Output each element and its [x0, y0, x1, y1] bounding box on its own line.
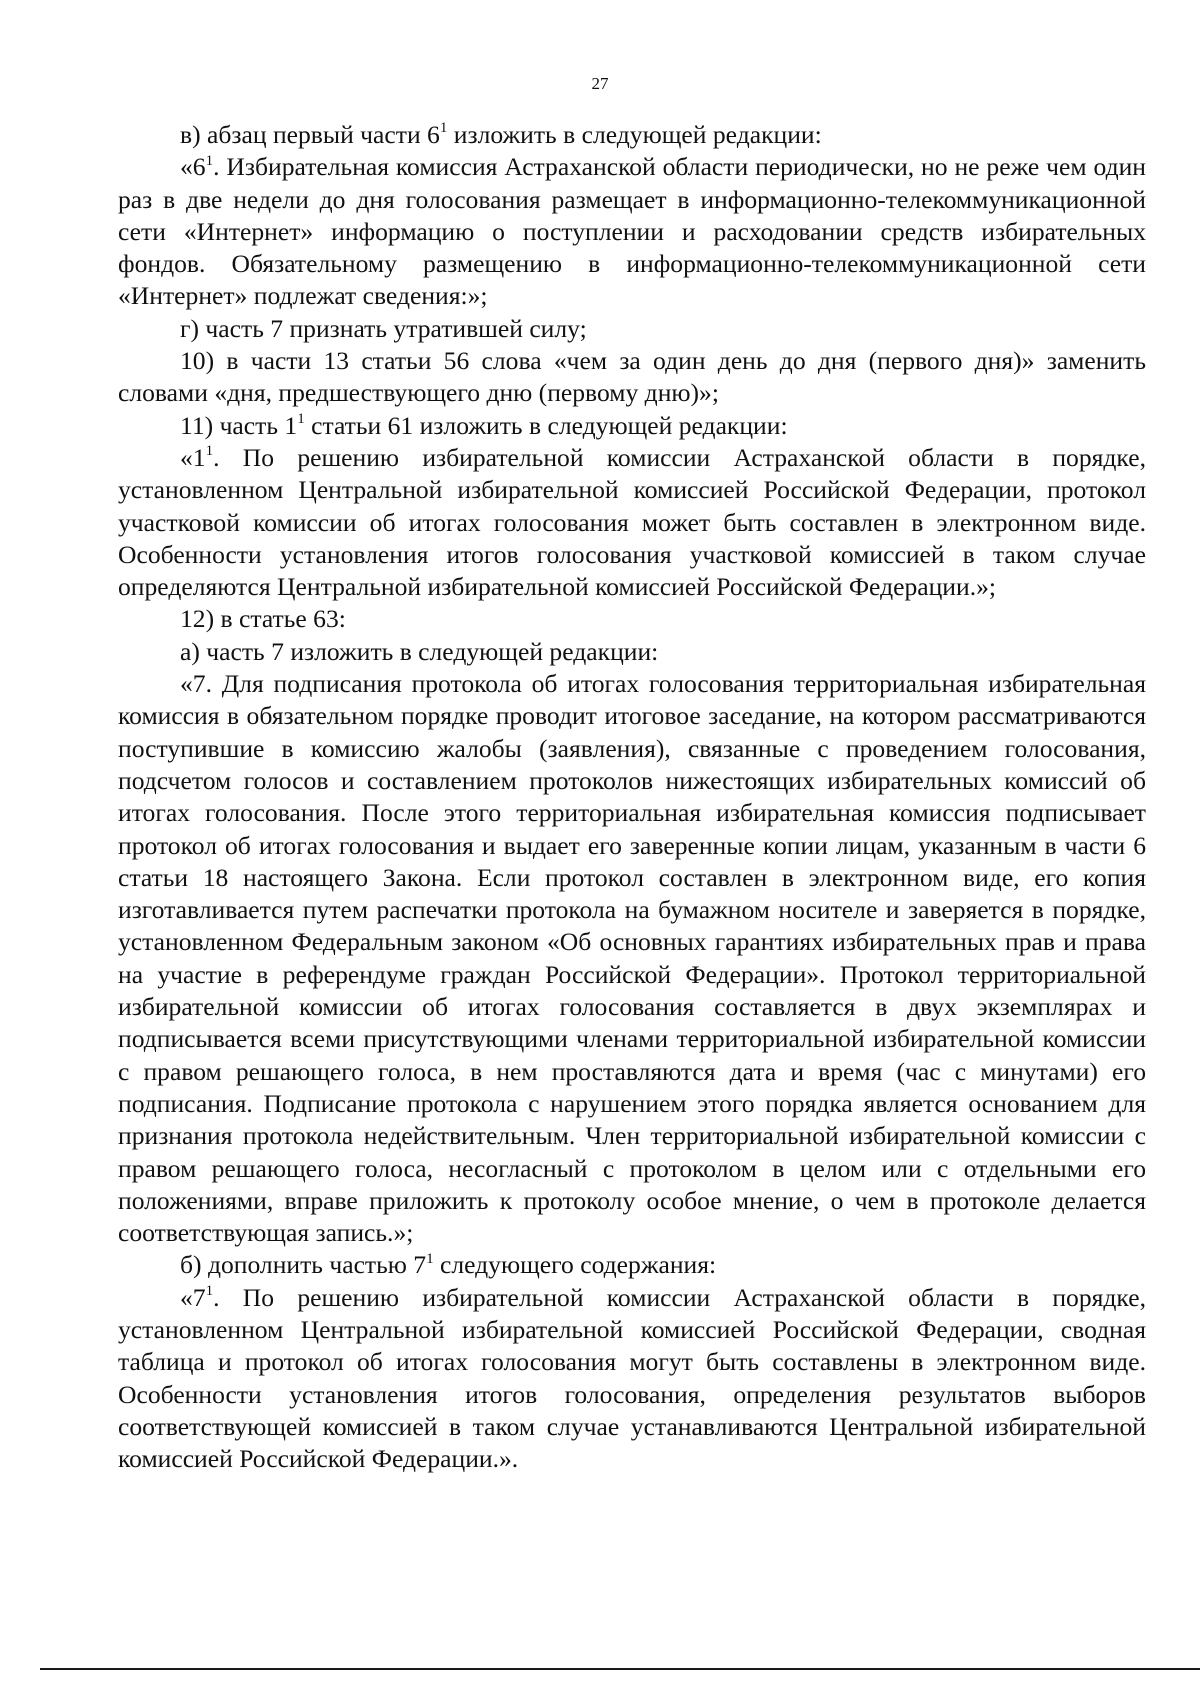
- paragraph-item-10: 10) в части 13 статьи 56 слова «чем за один день до дня (первого дня)» заменить словами «дня, предшествующего дню (первому дню)»;: [118, 346, 1146, 408]
- paragraph-a-chast-7: а) часть 7 изложить в следующей редакции:: [180, 636, 659, 666]
- paragraph-v-chast-6-1: в) абзац первый части $6^1$ изложить в следующей редакции:: [180, 120, 822, 149]
- paragraph-item-12: 12) в статье 63:: [180, 604, 346, 634]
- document-body: [118, 119, 1146, 1475]
- bottom-scan-line: [40, 1668, 1200, 1670]
- paragraph-quote-6-1: «$6^1$. Избирательная комиссия Астраханской области периодически, но не реже чем один раз в две недели до дня голосования размещает в информационно-телекоммуникационной сети «Интернет» информацию о поступлении и расходовании средств избирательных фондов. Обязательному размещению в информационно-телекоммуникационной сети «Интернет» подлежат сведения:»;: [118, 152, 1146, 311]
- page-number: 27: [591, 74, 609, 93]
- paragraph-b-chast-7-1: б) дополнить частью $7^1$ следующего содержания:: [180, 1250, 717, 1280]
- paragraph-quote-7: «7. Для подписания протокола об итогах голосования территориальная избирательная комиссия в обязательном порядке проводит итоговое заседание, на котором рассматриваются поступившие в комиссию жалобы (заявления), связанные с проведением голосования, подсчетом голосов и составлением протоколов нижестоящих избирательных комиссий об итогах голосования. После этого территориальная избирательная комиссия подписывает протокол об итогах голосования и выдает его заверенные копии лицам, указанным в части 6 статьи 18 настоящего Закона. Если протокол составлен в электронном виде, его копия изготавливается путем распечатки протокола на бумажном носителе и заверяется в порядке, установленном Федеральным законом «Об основных гарантиях избирательных прав и права на участие в референдуме граждан Российской Федерации». Протокол территориальной избирательной комиссии об итогах голосования составляется в двух экземплярах и подписывается всеми присутствующими членами территориальной избирательной комиссии с правом решающего голоса, в нем проставляются дата и время (час с минутами) его подписания. Подписание протокола с нарушением этого порядка является основанием для признания протокола недействительным. Член территориальной избирательной комиссии с правом решающего голоса, несогласный с протоколом в целом или с отдельными его положениями, вправе приложить к протоколу особое мнение, о чем в протоколе делается соответствующая запись.»;: [118, 669, 1146, 1248]
- paragraph-g-chast-7: г) часть 7 признать утратившей силу;: [180, 313, 587, 343]
- paragraph-quote-7-1: «$7^1$. По решению избирательной комиссии Астраханской области в порядке, установленном Центральной избирательной комиссией Российской Федерации, сводная таблица и протокол об итогах голосования могут быть составлены в электронном виде. Особенности установления итогов голосования, определения результатов выборов соответствующей комиссией в таком случае устанавливаются Центральной избирательной комиссией Российской Федерации.».: [118, 1282, 1146, 1474]
- paragraph-quote-1-1: «$1^1$. По решению избирательной комиссии Астраханской области в порядке, установленном Центральной избирательной комиссией Российской Федерации, протокол участковой комиссии об итогах голосования может быть составлен в электронном виде. Особенности установления итогов голосования участковой комиссией в таком случае определяются Центральной избирательной комиссией Российской Федерации.»;: [118, 442, 1146, 602]
- paragraph-item-11: 11) часть $1^1$ статьи 61 изложить в следующей редакции:: [180, 410, 788, 440]
